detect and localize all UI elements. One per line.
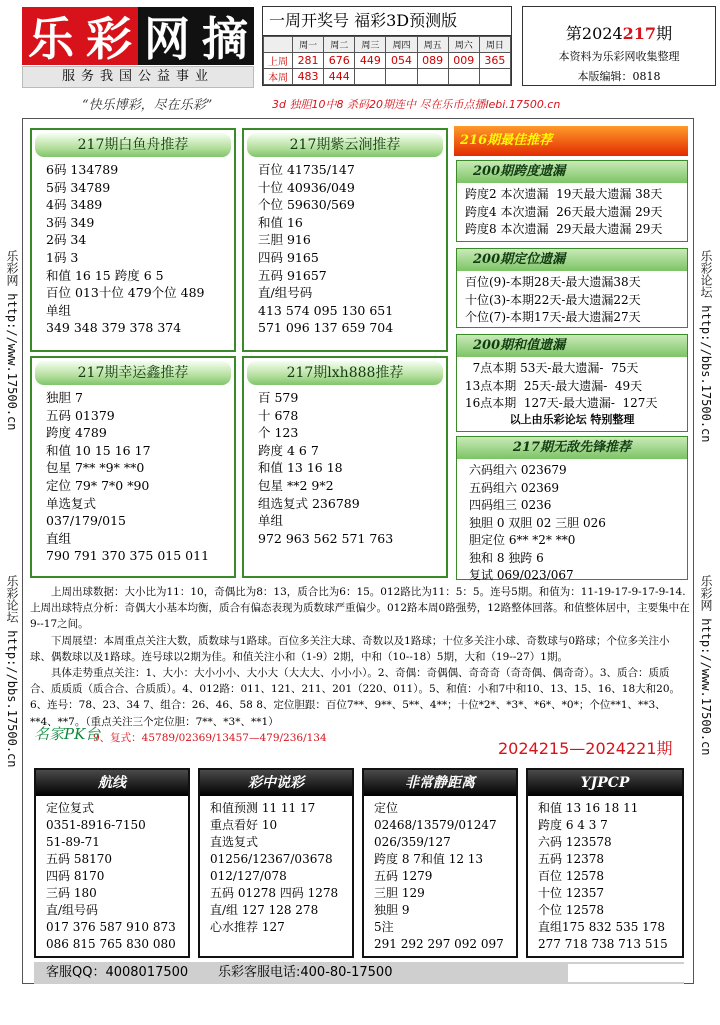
date-range: 2024215—2024221期 [498, 739, 673, 758]
draw-number: 676 [324, 53, 355, 69]
tagline [22, 92, 712, 114]
panel-baiyuzhou [30, 128, 236, 352]
panel-title: 217期白鱼舟推荐 [35, 133, 231, 157]
draw-number: 365 [479, 53, 510, 69]
tagline-promo: 3d 独胆10中8 杀码20期连中 尽在乐币点播lebi.17500.cn [272, 98, 561, 111]
panel-body: 定位 02468/13579/01247 026/359/127 跨度 8 7和值 12 13 五码 1279 三胆 129 独胆 9 5注 291 292 297 092 097 [374, 801, 504, 951]
panel-caizhongshuocai [198, 768, 354, 958]
panel-body: 独胆 7 五码 01379 跨度 4789 和值 10 15 16 17 包星 7** *9* **0 定位 79* 7*0 *90 单选复式 037/179/015 直组 790 791 370 375 015 011 [46, 390, 210, 564]
panel-lxh888 [242, 356, 448, 578]
panel-body: 和值 13 16 18 11 跨度 6 4 3 7 六码 123578 五码 12378 百位 12578 十位 12357 个位 12578 直组175 832 535 178 277 718 738 713 515 [538, 801, 668, 951]
day-header: 周一 [293, 37, 324, 53]
row-label: 上周 [264, 53, 293, 69]
day-header: 周日 [479, 37, 510, 53]
panel-body: 定位复式 0351-8916-7150 51-89-71 五码 58170 四码 8170 三码 180 直/组号码 017 376 587 910 873 086 815 765 830 080 [46, 801, 176, 951]
box-body: 7点本期 53天-最大遗漏- 75天 13点本期 25天-最大遗漏- 49天 16点本期 127天-最大遗漏- 127天 [465, 361, 658, 410]
day-header: 周四 [386, 37, 417, 53]
source-note: 本资料为乐彩网收集整理 [558, 50, 680, 63]
panel-xingyunxin [30, 356, 236, 578]
panel-body: 和值预测 11 11 17 重点看好 10 直选复式 01256/12367/03678 012/127/078 五码 01278 四码 1278 直/组 127 128 278 心水推荐 127 [210, 801, 339, 934]
draw-number: 281 [293, 53, 324, 69]
panel-title: 217期lxh888推荐 [247, 361, 443, 385]
pk-title: 名家PK台 [34, 725, 101, 743]
box-title: 200期和值遗漏 [457, 335, 687, 357]
box-body: 六码组六 023679 五码组六 02369 四码组三 0236 独胆 0 双胆 02 三胆 026 胆定位 6** *2* **0 独和 8 独跨 6 复试 069/023/067 [469, 463, 606, 582]
issue-box [522, 6, 716, 86]
analysis-paragraph: 9、复式：45789/02369/13457—479/236/134 [93, 731, 327, 744]
draw-number: 483 [293, 69, 324, 85]
day-header: 周三 [355, 37, 386, 53]
forum-note: 以上由乐彩论坛 特别整理 [509, 412, 635, 426]
logo-char-4: 摘 [196, 7, 254, 65]
week-table [263, 36, 511, 85]
analysis-text [30, 584, 690, 746]
logo-char-2: 彩 [80, 7, 138, 65]
box-position-omission [456, 248, 688, 328]
side-left-top: 乐彩网 http://www.17500.cn [5, 250, 19, 431]
box-title: 200期跨度遗漏 [457, 161, 687, 183]
panel-title: 217期幸运鑫推荐 [35, 361, 231, 385]
week-title: 一周开奖号 福彩3D预测版 [263, 7, 511, 36]
tagline-quote: “快乐博彩，尽在乐彩” [82, 98, 213, 113]
draw-number: 054 [386, 53, 417, 69]
draw-number: 444 [324, 69, 355, 85]
panel-title: 彩中说彩 [200, 770, 352, 796]
slogan: 服务我国公益事业 [22, 66, 254, 88]
day-header: 周六 [448, 37, 479, 53]
box-body: 百位(9)-本期28天-最大遗漏38天 十位(3)-本期22天-最大遗漏22天 个位(7)-本期17天-最大遗漏27天 [465, 275, 641, 324]
draw-number: 009 [448, 53, 479, 69]
panel-body: 6码 134789 5码 34789 4码 3489 3码 349 2码 34 1码 3 和值 16 15 跨度 6 5 百位 013十位 479个位 489 单组 349 348 379 378 374 [46, 162, 205, 336]
day-header: 周五 [417, 37, 448, 53]
logo [22, 7, 254, 65]
box-span-omission [456, 160, 688, 242]
best-recommend-title: 216期最佳推荐 [454, 126, 688, 156]
draw-number: 449 [355, 53, 386, 69]
box-title: 217期无敌先锋推荐 [457, 437, 687, 459]
panel-yjpcp [526, 768, 684, 958]
day-header: 周二 [324, 37, 355, 53]
panel-ziyunjian [242, 128, 448, 352]
logo-char-3: 网 [138, 7, 196, 65]
analysis-paragraph: 下周展望：本周重点关注大数，质数球与1路球。百位多关注大球、奇数以及1路球；十位多关注小球、奇数球与0路球；个位多关注小球、偶数球以及1路球。连号球以2期为佳。和值关注小和（1-9）2期，中和（10--18）5期，大和（19--27）1期。 [30, 634, 670, 663]
panel-title: YJPCP [528, 770, 682, 796]
editor: 本版编辑：0818 [577, 70, 661, 83]
panel-feichangjingjuli [362, 768, 518, 958]
panel-title: 217期紫云涧推荐 [247, 133, 443, 157]
customer-qq: 客服QQ：4008017500 [46, 965, 189, 980]
panel-body: 百 579 十 678 个 123 跨度 4 6 7 和值 13 16 18 包星 **2 9*2 组选复式 236789 单组 972 963 562 571 763 [258, 390, 394, 546]
logo-char-1: 乐 [22, 7, 80, 65]
side-right-bottom: 乐彩网 http://www.17500.cn [699, 575, 713, 756]
panel-body: 百位 41735/147 十位 40936/049 个位 59630/569 和值 16 三胆 916 四码 9165 五码 91657 直/组号码 413 574 095 130 651 571 096 137 659 704 [258, 162, 394, 336]
draw-number: 089 [417, 53, 448, 69]
analysis-paragraph: 具体走势重点关注：1、大小：大小小小、大小大（大大大、小小小）。2、奇偶：奇偶偶、奇奇奇（奇奇偶、偶奇奇）。3、质合：质质合、质质质（质合合、合质质）。4、012路：011、121、211、201（220、011）。5、和值：小和7中和10、13、15、16、18大和20。6、连号：78、23、34 7、组合：26、46、58 8、定位胆跟：百位7**、9**、5**、4**；十位*2*、*3*、*6*、*0*；个位**1、**3、**4、**7。（重点关注三个定位胆：7**、*3*、**1） [30, 667, 680, 728]
footer-bar [34, 962, 684, 984]
footer-blank [568, 964, 684, 982]
panel-hangxian [34, 768, 190, 958]
panel-title: 非常静距离 [364, 770, 516, 796]
box-body: 跨度2 本次遗漏 19天最大遗漏 38天 跨度4 本次遗漏 26天最大遗漏 29天 跨度8 本次遗漏 29天最大遗漏 29天 [465, 187, 663, 236]
analysis-paragraph: 上周出球数据：大小比为11：10，奇偶比为8：13，质合比为6：15。012路比为11：5：5。连号5期。和值为：11-19-17-9-17-9-14.上周出球特点分析：奇偶大小基本均衡，质合有偏态表现为质数球严重偏少。012路本周0路强势，12路整体回落。和值整体居中，主要集中在9--17之间。 [30, 586, 690, 631]
box-sum-omission [456, 334, 688, 432]
panel-title: 航线 [36, 770, 188, 796]
row-label: 本周 [264, 69, 293, 85]
customer-phone: 乐彩客服电话:400-80-17500 [218, 965, 393, 980]
box-title: 200期定位遗漏 [457, 249, 687, 271]
issue-number: 第2024217期 [565, 24, 673, 43]
week-results-box [262, 6, 512, 86]
side-left-bottom: 乐彩论坛 http://bbs.17500.cn [5, 575, 19, 768]
side-right-top: 乐彩论坛 http://bbs.17500.cn [699, 250, 713, 443]
box-wudi-recommend [456, 436, 688, 580]
